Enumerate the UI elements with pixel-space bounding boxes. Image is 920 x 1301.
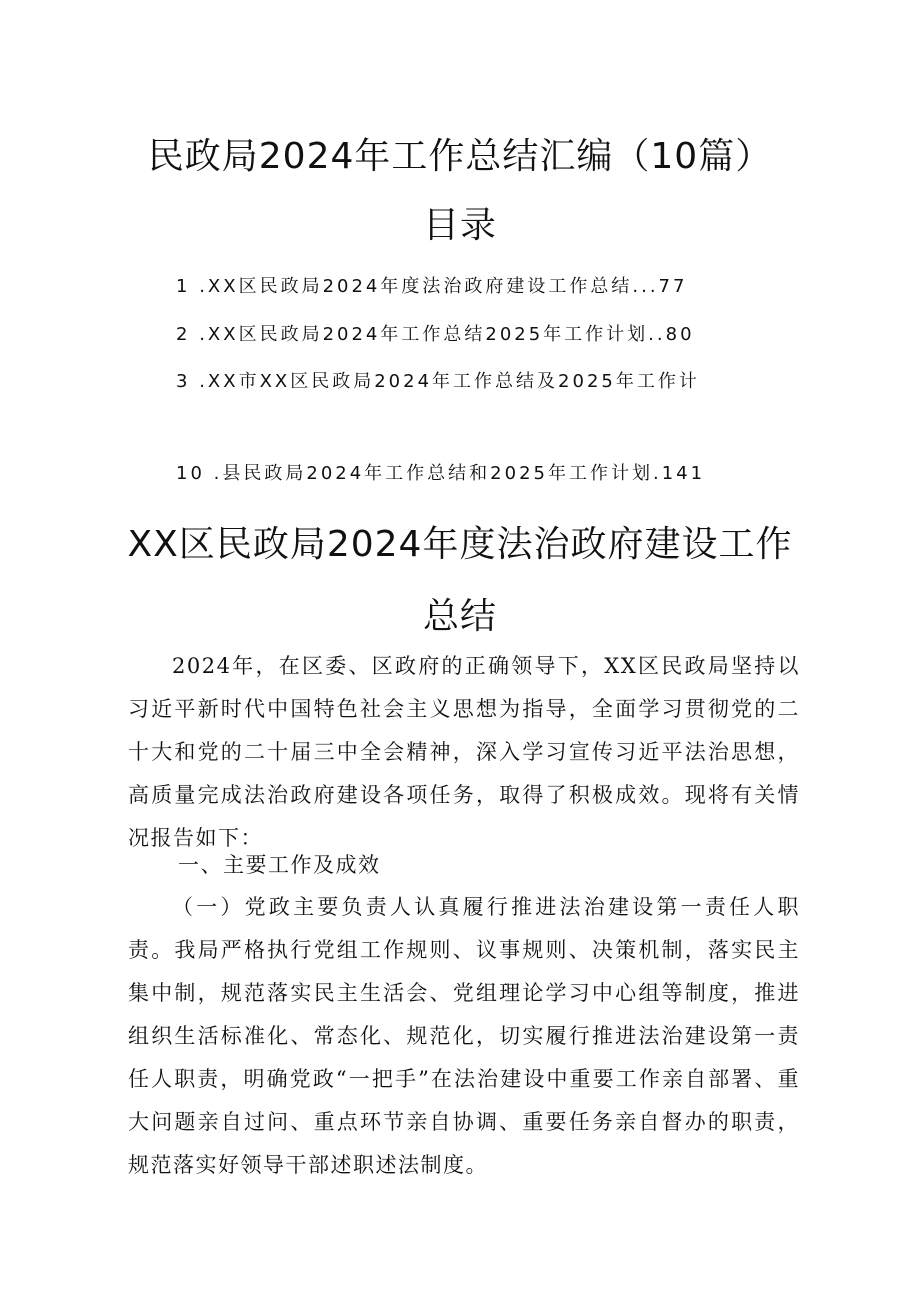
toc-item-number: 1 xyxy=(176,276,191,297)
toc-item-number: 10 xyxy=(176,463,205,484)
toc-item-text: .XX区民政局2024年工作总结2025年工作计划..80 xyxy=(199,324,695,345)
toc-item-text: .XX区民政局2024年度法治政府建设工作总结...77 xyxy=(199,276,688,297)
main-title: 民政局2024年工作总结汇编（10篇） xyxy=(147,136,773,177)
toc-item-3[interactable] xyxy=(176,367,700,393)
article-title-line-2: 总结 xyxy=(422,596,497,637)
toc-title: 目录 xyxy=(422,205,497,246)
toc-item-number: 3 xyxy=(176,371,191,392)
body-paragraph: （一）党政主要负责人认真履行推进法治建设第一责任人职责。我局严格执行党组工作规则、议事规则、决策机制，落实民主集中制，规范落实民主生活会、党组理论学习中心组等制度，推进组织生活标准化、常态化、规范化，切实履行推进法治建设第一责任人职责，明确党政“一把手”在法治建设中重要工作亲自部署、重大问题亲自过问、重点环节亲自协调、重要任务亲自督办的职责，规范落实好领导干部述职述法制度。 xyxy=(128,895,800,1177)
toc-item-10[interactable] xyxy=(176,459,705,485)
toc-item-2[interactable] xyxy=(176,320,695,346)
toc-item-1[interactable] xyxy=(176,272,687,298)
toc-item-text: .县民政局2024年工作总结和2025年工作计划.141 xyxy=(213,463,706,484)
toc-item-number: 2 xyxy=(176,324,191,345)
article-title-line-1: XX区民政局2024年度法治政府建设工作 xyxy=(127,524,793,565)
toc-item-text: .XX市XX区民政局2024年工作总结及2025年工作计 xyxy=(199,371,700,392)
intro-paragraph: 2024年，在区委、区政府的正确领导下，XX区民政局坚持以习近平新时代中国特色社会主义思想为指导，全面学习贯彻党的二十大和党的二十届三中全会精神，深入学习宣传习近平法治思想，高质量完成法治政府建设各项任务，取得了积极成效。现将有关情况报告如下： xyxy=(128,654,800,850)
section-heading: 一、主要工作及成效 xyxy=(178,853,381,877)
